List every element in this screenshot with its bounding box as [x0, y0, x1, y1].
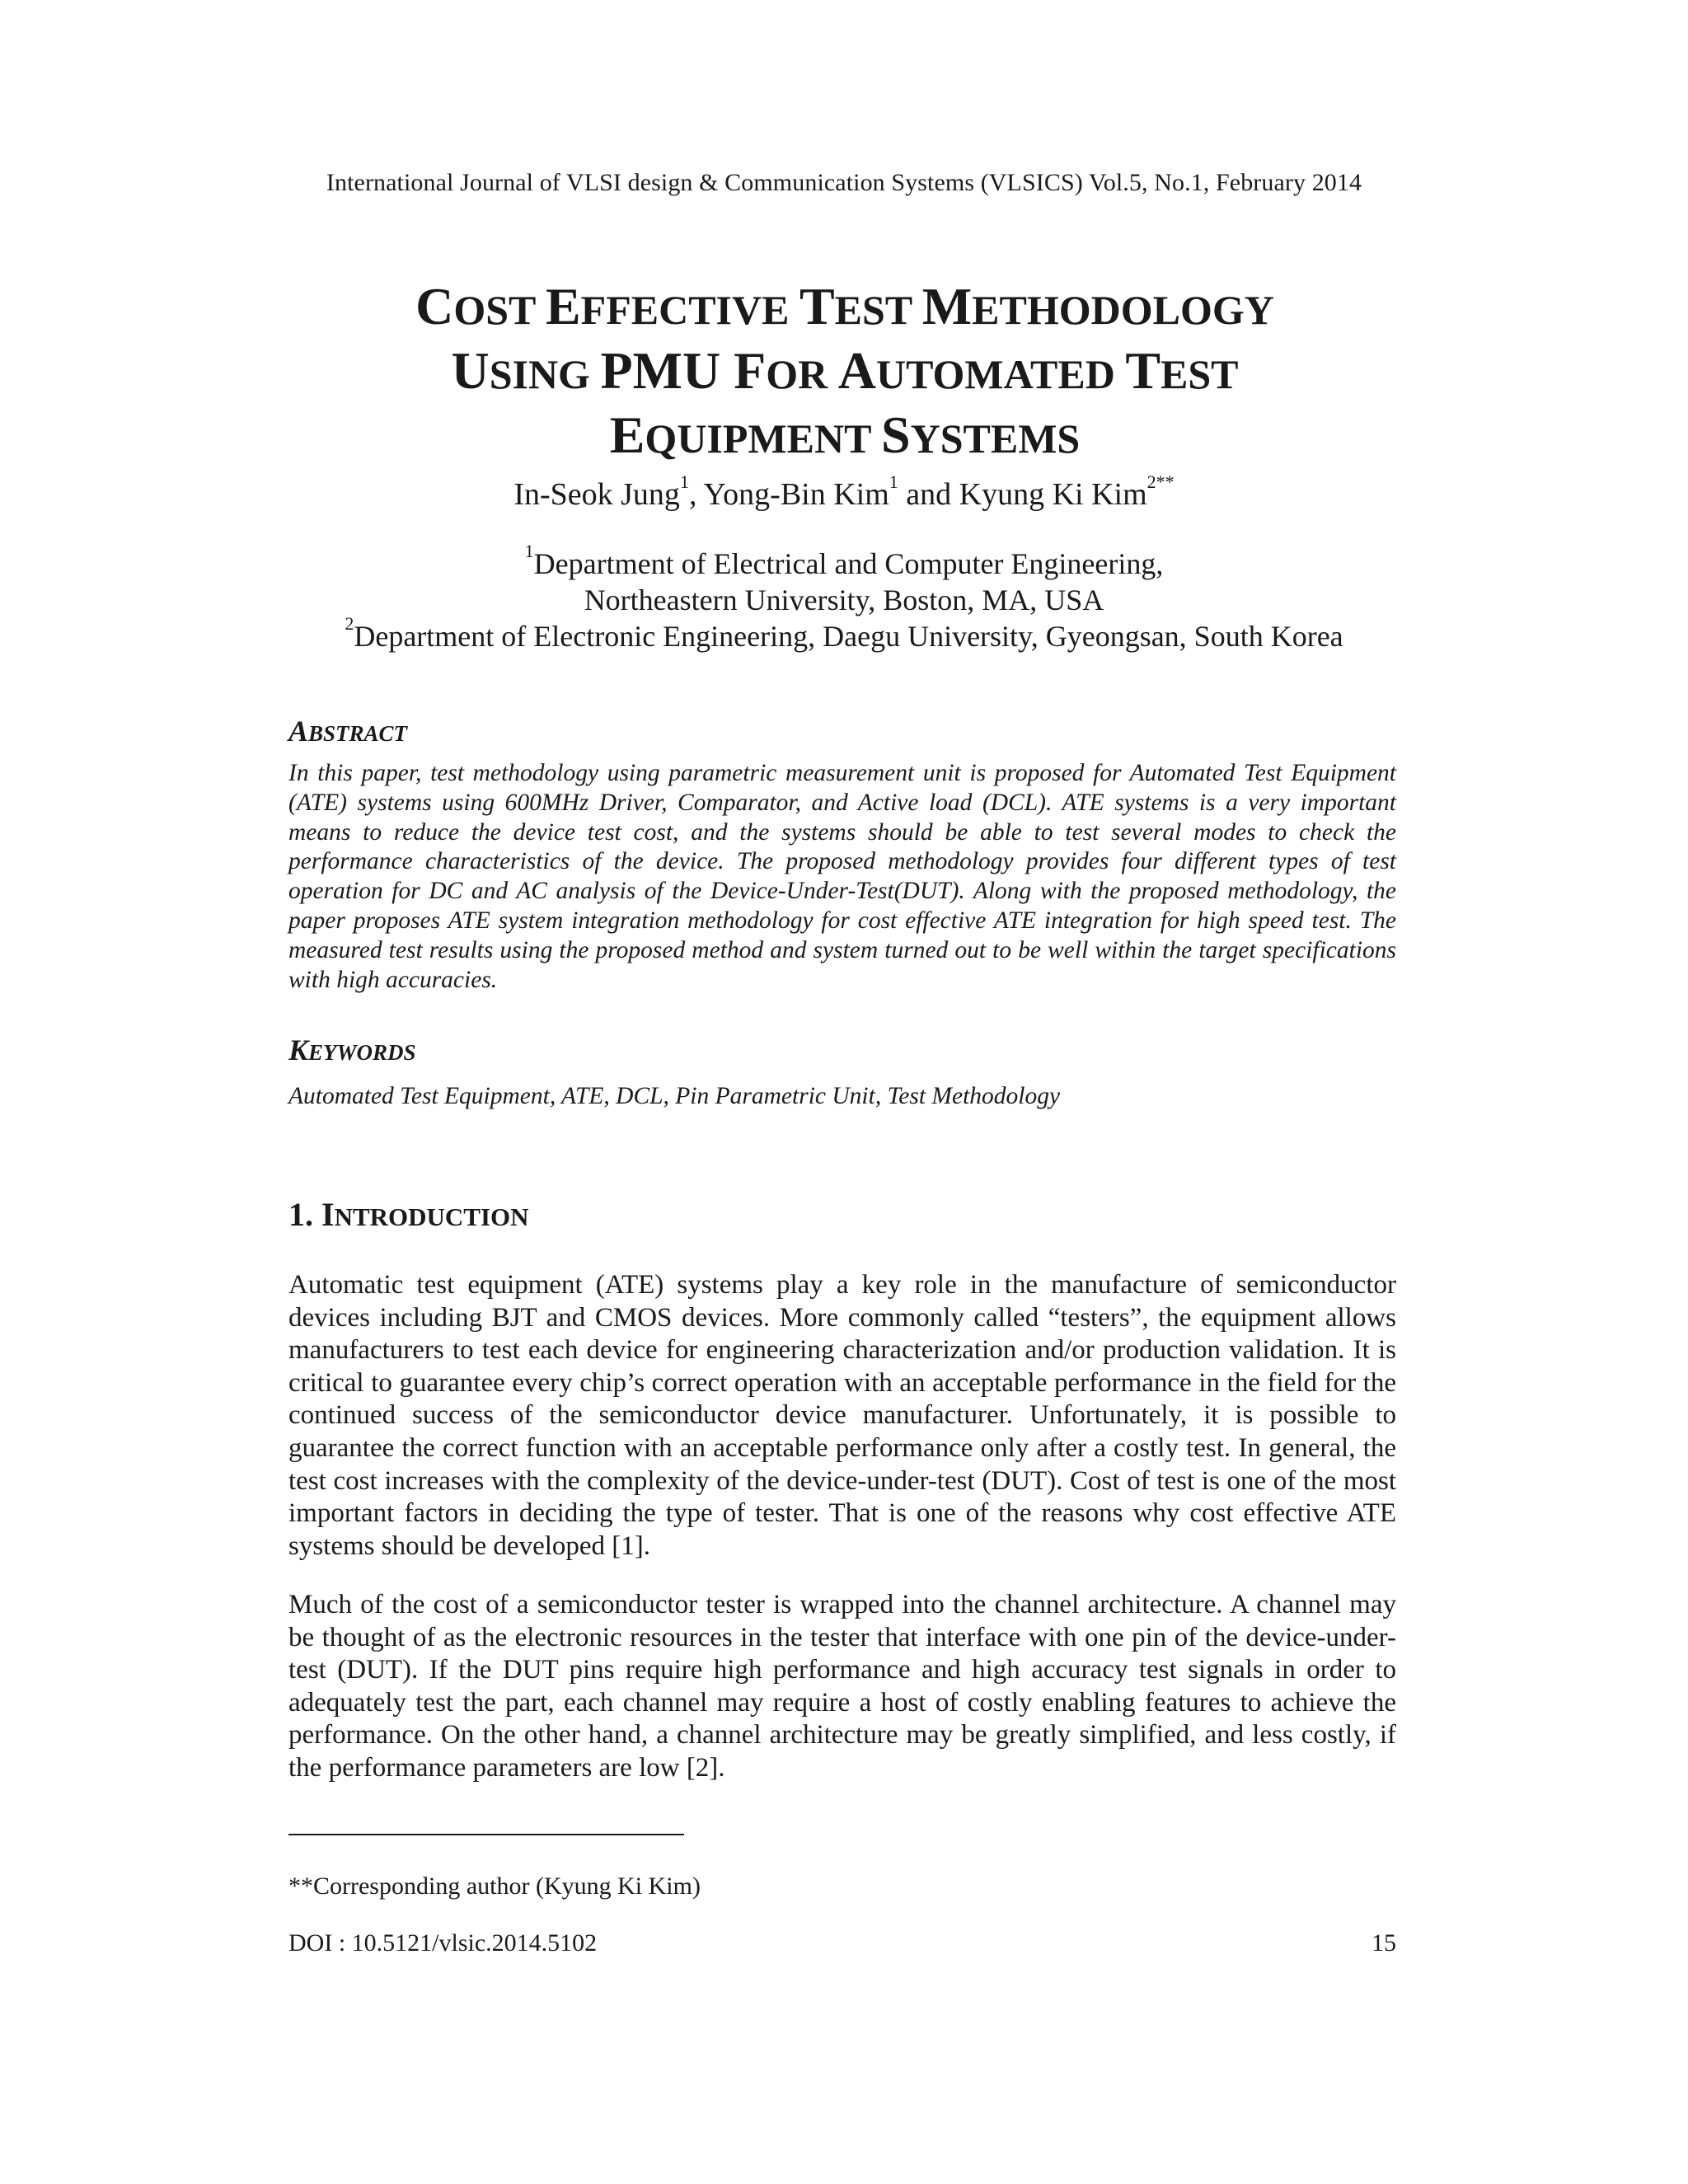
heading-initial: I: [321, 1196, 335, 1233]
title-char: M: [921, 277, 973, 335]
title-char: E: [545, 277, 581, 335]
author-list: [0, 471, 1688, 513]
affil-mark: 2: [345, 613, 354, 634]
doi-line: DOI : 10.5121/vlsic.2014.5102: [288, 1929, 598, 1957]
section-number: 1.: [288, 1196, 321, 1233]
intro-paragraph-1: Automatic test equipment (ATE) systems play a key role in the manufacture of semiconductor devices including BJT and CMOS devices. More commonly called “testers”, the equipment allows manufacturers to test each device for engineering characterization and/or production validation. It is critical to guarantee every chip’s correct operation with an acceptable performance in the field for the continued success of the semiconductor device manufacturer. Unfortunately, it is possible to guarantee the correct function with an acceptable performance only after a costly test. In general, the test cost increases with the complexity of the device-under-test (DUT). Cost of test is one of the most important factors in deciding the type of tester. That is one of the reasons why cost effective ATE systems should be developed [1].: [288, 1270, 1396, 1561]
title-char: C: [415, 277, 454, 335]
author-name: In-Seok Jung: [513, 477, 680, 512]
title-word: PMU: [600, 341, 734, 400]
abstract-heading: [288, 714, 407, 748]
title-char: T: [799, 277, 835, 335]
keywords-text: Automated Test Equipment, ATE, DCL, Pin Parametric Unit, Test Methodology: [288, 1083, 1061, 1109]
affiliation-1: [0, 541, 1688, 582]
affiliation-2: [0, 613, 1688, 654]
heading-rest: BSTRACT: [308, 721, 408, 746]
author-name: Yong-Bin Kim: [703, 477, 889, 512]
title-char: T: [1125, 341, 1161, 400]
title-char: U: [451, 341, 490, 400]
affil-text: Department of Electronic Engineering, Daegu University, Gyeongsan, South Korea: [354, 620, 1343, 653]
introduction-heading: [288, 1195, 529, 1234]
heading-rest: EYWORDS: [308, 1040, 416, 1065]
title-word: OR: [766, 351, 838, 397]
author-separator: and: [898, 477, 959, 512]
title-word: SING: [489, 351, 601, 397]
heading-initial: K: [288, 1033, 309, 1066]
title-word: EST: [1160, 351, 1239, 397]
footnote: **Corresponding author (Kyung Ki Kim): [288, 1872, 701, 1900]
title-word: EST: [834, 287, 922, 333]
author-name: Kyung Ki Kim: [959, 477, 1147, 512]
title-word: FFECTIVE: [580, 287, 799, 333]
author-affil-mark: 1: [889, 471, 898, 492]
title-char: E: [609, 405, 645, 464]
title-word: OST: [453, 287, 546, 333]
author-affil-mark: 1: [679, 471, 689, 492]
title-line-3: [297, 405, 1393, 469]
title-word: UTOMATED: [875, 351, 1126, 397]
title-word: YSTEMS: [910, 415, 1081, 462]
title-word: QUIPMENT: [645, 415, 882, 462]
heading-initial: A: [288, 715, 309, 748]
paper-title: [297, 276, 1393, 469]
heading-rest: NTRODUCTION: [334, 1202, 529, 1231]
title-line-2: [297, 340, 1393, 405]
affil-text: Department of Electrical and Computer Engineering,: [533, 547, 1164, 580]
affiliation-1-location: Northeastern University, Boston, MA, USA: [584, 583, 1104, 616]
title-char: A: [837, 341, 876, 400]
affil-mark: 1: [524, 541, 534, 561]
author-separator: ,: [688, 477, 704, 512]
footnote-divider: [288, 1834, 684, 1835]
abstract-text: In this paper, test methodology using parametric measurement unit is proposed for Automated Test Equipment (ATE) systems using 600MHz Driver, Comparator, and Active load (DCL). ATE systems is a very important means to reduce the device test cost, and the systems should be able to test several modes to check the performance characteristics of the device. The proposed methodology provides four different types of test operation for DC and AC analysis of the Device-Under-Test(DUT). Along with the proposed methodology, the paper proposes ATE system integration methodology for cost effective ATE integration for high speed test. The measured test results using the proposed method and system turned out to be well within the target specifications with high accuracies.: [288, 760, 1396, 993]
title-char: S: [881, 405, 911, 464]
intro-paragraph-2: Much of the cost of a semiconductor tester is wrapped into the channel architecture. A channel may be thought of as the electronic resources in the tester that interface with one pin of the device-under-test (DUT). If the DUT pins require high performance and high accuracy test signals in order to adequately test the part, each channel may require a host of costly enabling features to achieve the performance. On the other hand, a channel architecture may be greatly simplified, and less costly, if the performance parameters are low [2].: [288, 1590, 1396, 1783]
running-header: International Journal of VLSI design & Communication Systems (VLSICS) Vol.5, No.1, February 2014: [326, 169, 1362, 196]
affiliations: [0, 541, 1688, 654]
page-number: 15: [1372, 1929, 1396, 1957]
keywords-heading: [288, 1033, 416, 1067]
title-word: ETHODOLOGY: [972, 287, 1274, 333]
title-char: F: [734, 341, 767, 400]
author-affil-mark: 2**: [1146, 471, 1175, 492]
title-line-1: [297, 276, 1393, 340]
